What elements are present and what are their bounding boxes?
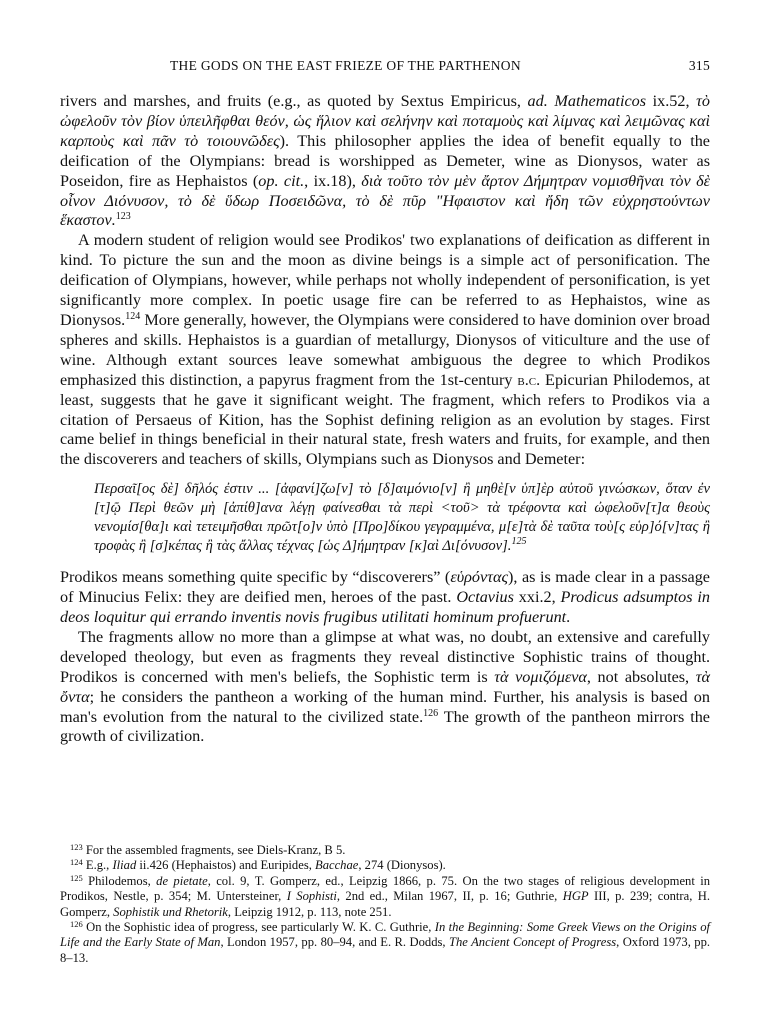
- text: , Oxford 1973, pp. 8–13.: [60, 935, 711, 965]
- text: More generally, however, the Olympians were considered to have dominion over broad spheres and skills. Hephaistos is a guardian of metallurgy, Dionysos of viticulture and the use of wine. Although extant sources leave somewhat ambiguous the degree to which Prodikos emphasized this distinction, a papyrus fragment from the 1st-century: [60, 310, 710, 389]
- text: On the Sophistic idea of progress, see particularly W. K. C. Guthrie,: [82, 920, 435, 935]
- text: A modern student of religion would see Prodikos' two explanations of deification as different in kind. To picture the sun and the moon as divine beings is a simple act of personification. The deification of Olympians, however, while perhaps not wholly independent of personification, is yet significantly more complex. In poetic usage fire can be referred to as Hephaistos, wine as Dionysos.: [60, 231, 710, 329]
- footnote-126: [60, 920, 710, 966]
- body-text: [60, 92, 710, 747]
- footnote-number: 123: [70, 842, 83, 852]
- running-header: [60, 58, 710, 78]
- citation-title: I Sophisti: [286, 889, 337, 904]
- citation-title: ad. Mathematicos: [527, 92, 647, 110]
- text: Philodemos,: [82, 873, 157, 888]
- citation-abbrev: op. cit.: [258, 171, 305, 190]
- greek-term: εὑρόντας: [450, 568, 509, 587]
- footnote-marker[interactable]: 125: [511, 536, 527, 548]
- footnote-marker[interactable]: 126: [423, 707, 439, 719]
- text: rivers and marshes, and fruits (e.g., as quoted by Sextus Empiricus,: [60, 92, 528, 110]
- footnote-text: For the assembled fragments, see Diels-Kranz, B 5.: [82, 843, 346, 857]
- text: III, p. 239; contra, H. Gomperz,: [60, 889, 710, 919]
- text: The growth of the pantheon mirrors the growth of civilization.: [60, 707, 710, 746]
- running-title: THE GODS ON THE EAST FRIEZE OF THE PARTHENON: [170, 58, 521, 73]
- block-quotation: [94, 480, 710, 556]
- footnote-124: [60, 858, 710, 873]
- text: ix.52,: [646, 92, 690, 110]
- paragraph-3: [60, 568, 710, 628]
- citation-title: In the Beginning: Some Greek Views on the Origins of Life and the Early State of Man: [60, 920, 710, 950]
- greek-term: τὰ νομιζόμενα: [494, 667, 587, 686]
- text: ), as is made clear in a passage of Minucius Felix: they are deified men, heroes of the past.: [60, 568, 710, 607]
- text: , London 1957, pp. 80–94, and E. R. Dodds,: [220, 935, 449, 950]
- text: The fragments allow no more than a glimpse at what was, no doubt, an extensive and carefully developed theology, but even as fragments they reveal distinctive Sophistic trains of thought. Prodikos is concerned with men's beliefs, the Sophistic term is: [60, 627, 710, 686]
- text: , 2nd ed., Milan 1967, II, p. 16; Guthrie,: [336, 889, 563, 904]
- era-abbrev: b.c.: [517, 370, 541, 389]
- citation-title: de pietate: [156, 873, 208, 888]
- citation-title: Sophistik und Rhetorik: [113, 904, 228, 919]
- latin-quotation: Prodicus adsumptos in deos loquitur qui errando inventis novis frugibus utilitati hominum profuerunt: [60, 588, 711, 627]
- greek-quotation: τὸ ὠφελοῦν τὸν βίον ὑπειλῆφθαι θεόν, ὡς ἥλιον καὶ σελήνην καὶ ποταμοὺς καὶ λίμνας καὶ λειμῶνας καὶ καρποὺς καὶ πᾶν τὸ τοιουνῶδες: [60, 92, 711, 150]
- text: , 274 (Dionysos).: [358, 858, 446, 873]
- paragraph-2: [60, 231, 710, 470]
- greek-term: τὰ ὄντα: [60, 667, 710, 706]
- footnote-number: 125: [70, 872, 83, 883]
- footnote-marker[interactable]: 123: [115, 211, 131, 223]
- footnote-number: 124: [70, 857, 83, 868]
- text: , Leipzig 1912, p. 113, note 251.: [227, 904, 392, 919]
- footnotes: [60, 843, 710, 966]
- text: , col. 9, T. Gomperz, ed., Leipzig 1866, p. 75. On the two stages of religious development in Prodikos, Nestle, p. 354; M. Untersteiner,: [60, 873, 711, 904]
- footnote-125: [60, 874, 710, 920]
- text: Epicurian Philodemos, at least, suggests that he gave it significant weight. The fragment, which refers to Prodikos via a citation of Persaeus of Kition, has the Sophist defining religion as an evolution by stages. First came belief in things beneficial in their natural state, fresh waters and fruits, for example, and then the discoverers and teachers of skills, Olympians such as Dionysos and Demeter:: [60, 370, 710, 469]
- text: ; he considers the pantheon a working of the human mind. Further, his analysis is based on man's evolution from the natural to the civilized state.: [60, 687, 710, 726]
- citation-title: The Ancient Concept of Progress: [448, 935, 617, 950]
- footnote-number: 126: [70, 919, 83, 930]
- text: , not absolutes,: [586, 667, 696, 686]
- page-number: 315: [688, 58, 710, 73]
- text: .: [566, 608, 571, 627]
- paragraph-1: [60, 92, 710, 231]
- footnote-123: [60, 843, 710, 858]
- greek-papyrus-text: Περσαῖ[ος δὲ] δῆλός ἐστιν ... [ἀφανί]ζω[ν] τὸ [δ]αιμόνιο[ν] ἢ μηθὲ[ν ὑπ]ὲρ αὐτοῦ γινώσκων, ὅταν ἐν [τ]ῷ Περὶ θεῶν μὴ [ἀπίθ]ανα λέγῃ φαίνεσθαι τὰ περὶ <τοῦ> τὰ τρέφοντα καὶ ὠφελοῦν[τ]α θεοὺς νενομίσ[θα]ι καὶ τετειμῆσθαι πρῶτ[ο]ν ὑπὸ [Προ]δίκου γεγραμμένα, μ[ε]τὰ δὲ ταῦτα τοὺ[ς εὑρ]ό[ν]τας ἢ τροφὰς ἢ [σ]κέπας ἢ τὰς ἄλλας τέχνας [ὡς Δ]ήμητραν [κ]αὶ Δι[όνυσον].: [94, 481, 710, 555]
- citation-title: Octavius: [456, 588, 514, 607]
- text: , ix.18),: [304, 171, 362, 190]
- paragraph-4: [60, 628, 710, 747]
- footnote-marker[interactable]: 124: [125, 310, 141, 322]
- citation-title: Iliad: [112, 858, 137, 873]
- text: Prodikos means something quite specific by “discoverers” (: [60, 568, 451, 587]
- greek-quotation: διὰ τοῦτο τὸν μὲν ἄρτον Δήμητραν νομισθῆναι τὸν δὲ οἶνον Διόνυσον, τὸ δὲ ὕδωρ Ποσειδῶνα, τὸ δὲ πῦρ "Ηφαιστον καὶ ἤδη τῶν εὐχρηστούντων ἕκαστον.: [60, 171, 711, 230]
- text: ). This philosopher applies the idea of benefit equally to the deification of the Olympians: bread is worshipped as Demeter, wine as Dionysos, water as Poseidon, fire as Hephaistos (: [60, 131, 710, 190]
- text: E.g.,: [82, 858, 113, 873]
- text: xxi.2,: [513, 588, 561, 607]
- text: ii.426 (Hephaistos) and Euripides,: [136, 858, 316, 873]
- citation-title: HGP: [562, 889, 589, 904]
- citation-title: Bacchae: [315, 858, 359, 873]
